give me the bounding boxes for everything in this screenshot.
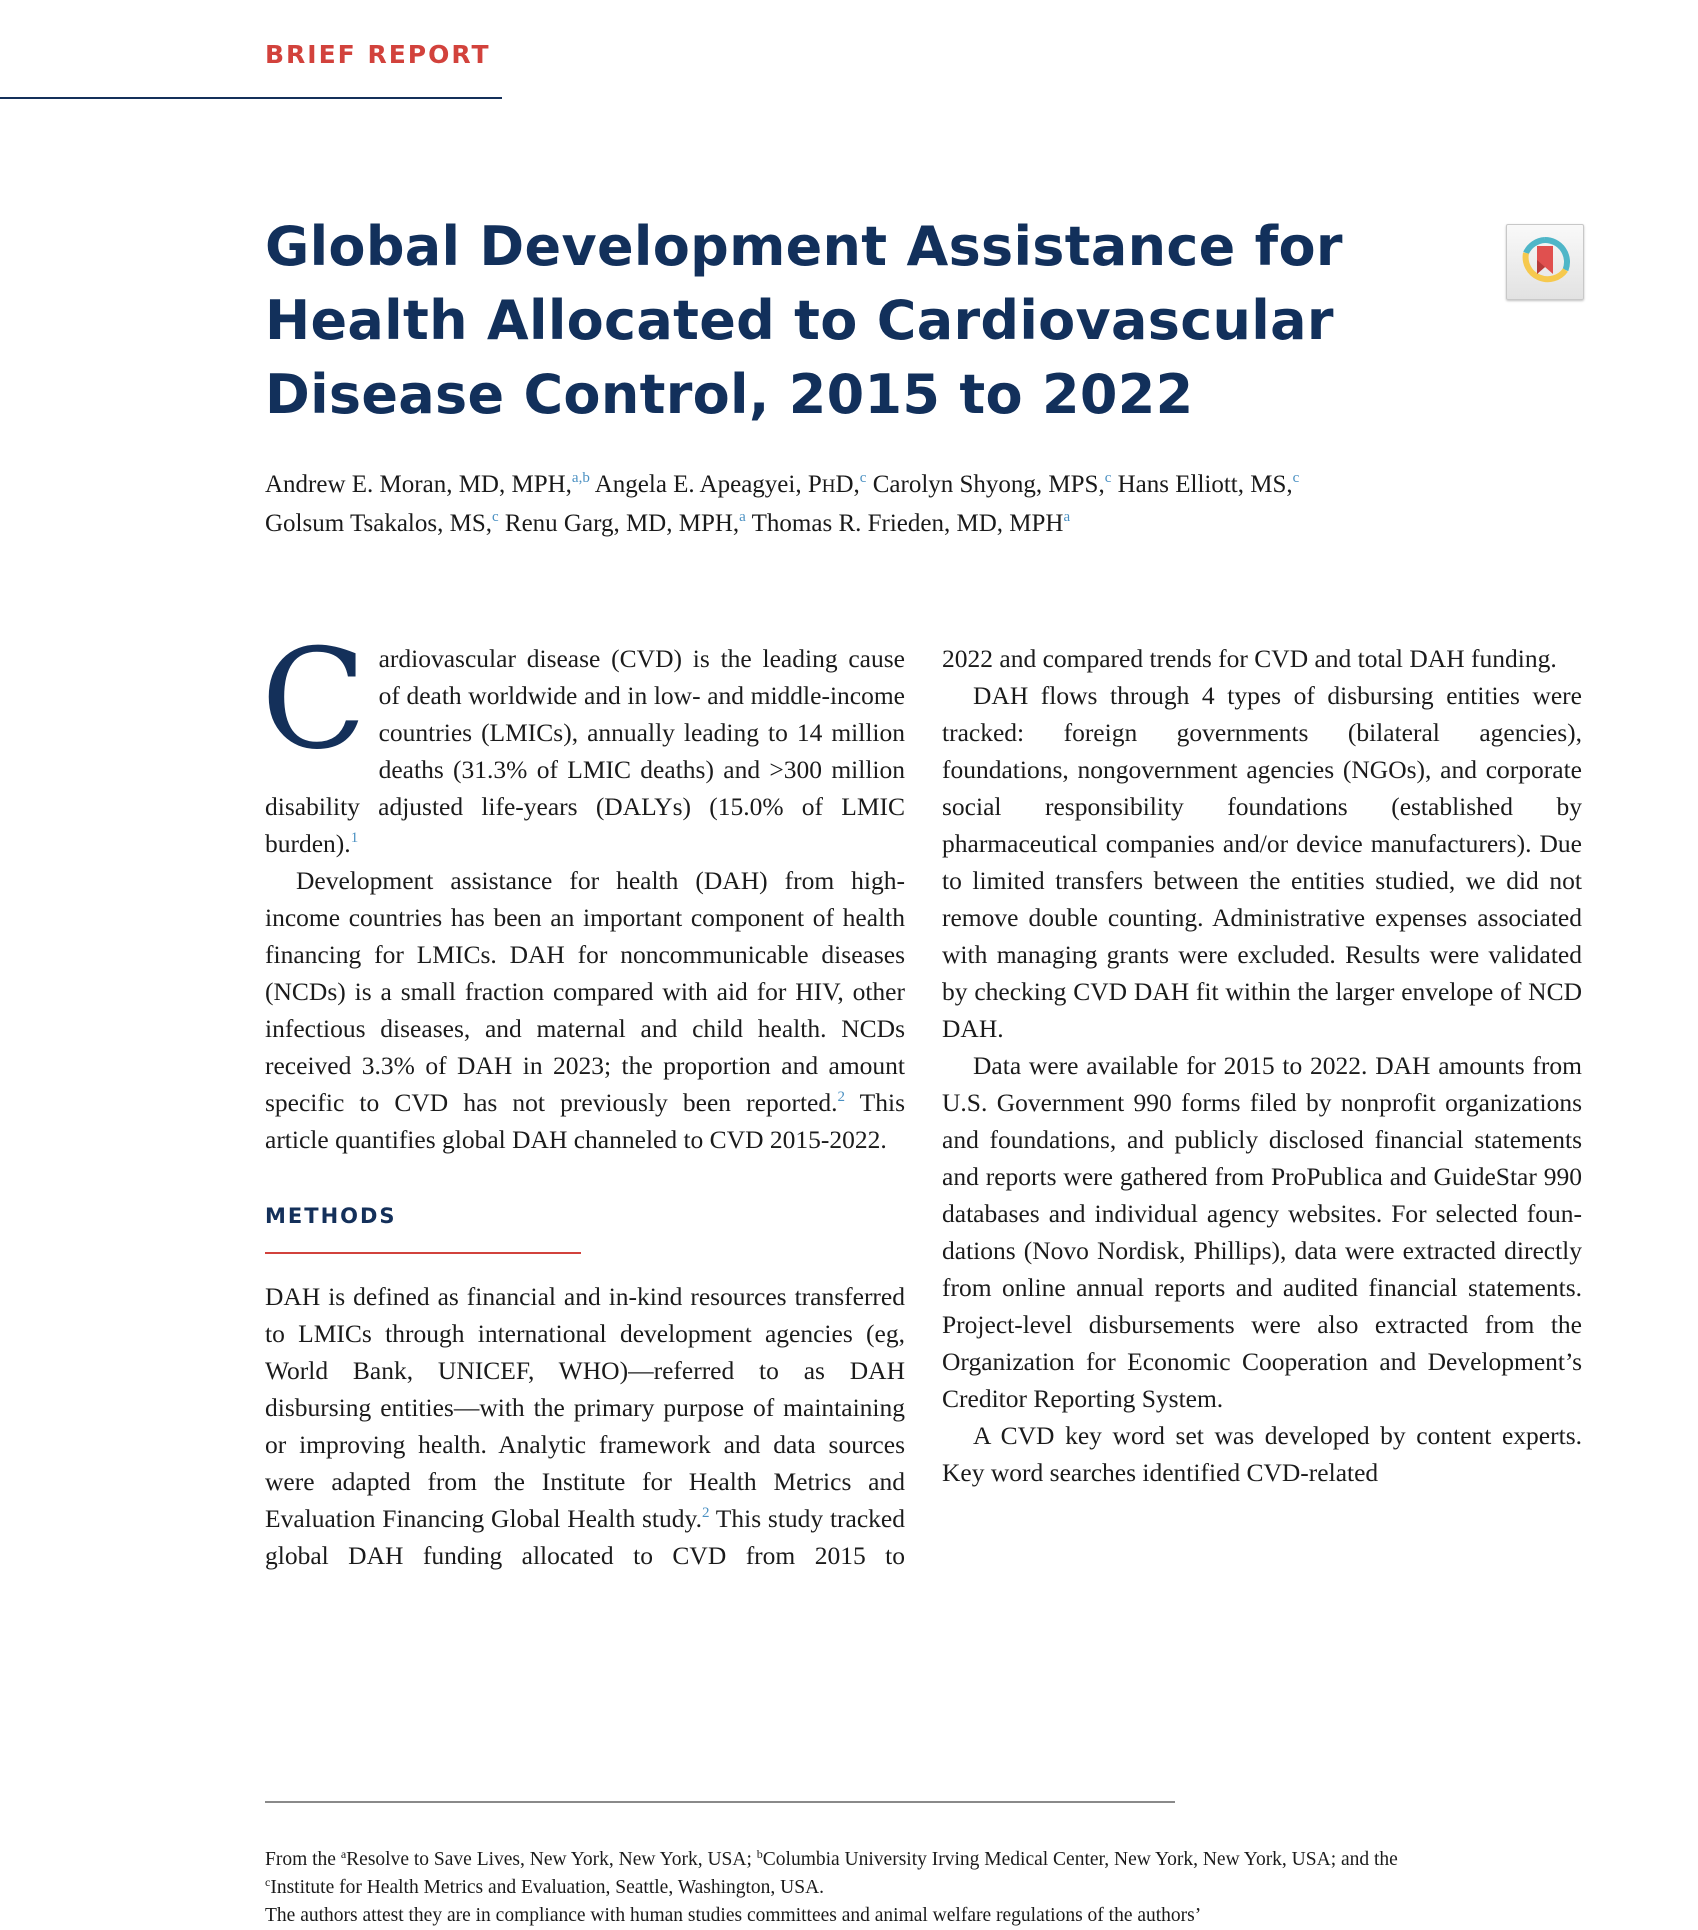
affiliations-footnote: From the $^a$Resolve to Save Lives, New York, New York, USA; $^b$Columbia University Irving Medical Center, New York, New York, USA; and the $^c$Institute for Health Metrics and Evaluation, Seattle, Washington, USA. xyxy=(265,1847,1398,1898)
affiliation-marker[interactable]: a,b xyxy=(571,470,590,486)
intro-paragraph-2: Development assistance for health (DAH) from high-income countries has been an important component of health financing for LMICs. DAH for noncommunicable diseases (NCDs) is a small fraction compared with aid for HIV, other infectious diseases, and maternal and child health. NCDs received 3.3% of DAH in 2023; the proportion and amount specific to CVD has not previously been reported.$^2$ This article quantifies global DAH channeled to CVD 2015-2022. xyxy=(265,866,905,1154)
reference-link[interactable]: 2 xyxy=(701,1505,710,1521)
author-name: Renu Garg, MD, MPH, xyxy=(504,510,740,537)
author-line xyxy=(265,505,1595,542)
intro-paragraph-1: Cardiovascular disease (CVD) is the leading cause of death worldwide and in low- and middle-income countries (LMICs), annually leading to 14 million deaths (31.3% of LMIC deaths) and >300 million disability adjusted life-years (DALYs) (15.0% of LMIC burden).$^1$ xyxy=(261,619,905,858)
body-column-right xyxy=(942,640,1582,1491)
body-column-left xyxy=(261,619,905,1574)
crossmark-bookmark-icon xyxy=(1517,234,1573,290)
methods-heading: METHODS xyxy=(265,1204,397,1228)
title-line: Global Development Assistance for xyxy=(265,215,1343,278)
drop-cap: C xyxy=(261,619,367,780)
author-line: Andrew E. Moran, MD, MPH,$^{a,b}$ Angela E. Apeagyei, PHD,$^c$ Carolyn Shyong, MPS,$^c$ Hans Elliott, MS,$^c$ xyxy=(265,470,1300,498)
crossmark-button[interactable] xyxy=(1506,224,1584,300)
author-name: Andrew E. Moran, MD, MPH, xyxy=(265,471,572,498)
affiliation-marker[interactable]: c xyxy=(491,509,499,525)
author-name: Angela E. Apeagyei, P xyxy=(594,471,822,498)
title-line: Health Allocated to Cardiovascular xyxy=(265,289,1334,352)
footnotes xyxy=(265,1846,1415,1930)
title-line: Disease Control, 2015 to 2022 xyxy=(265,363,1194,426)
header-divider xyxy=(0,97,502,99)
footnote-divider xyxy=(265,1801,1175,1803)
author-name: Carolyn Shyong, MPS, xyxy=(872,471,1105,498)
article-title xyxy=(265,210,1365,432)
affiliation-marker[interactable]: c xyxy=(859,470,867,486)
author-name: Thomas R. Frieden, MD, MPH xyxy=(751,510,1064,537)
affiliation-marker[interactable]: a xyxy=(739,509,746,525)
compliance-footnote: The authors attest they are in compliance with human studies committees and animal welfare regulations of the authors’ xyxy=(265,1905,1202,1926)
affiliation-marker[interactable]: a xyxy=(1063,509,1071,525)
affiliation-marker[interactable]: c xyxy=(1104,470,1112,486)
reference-link[interactable]: 2 xyxy=(837,1089,845,1105)
methods-paragraph-1-continued: 2022 and compared trends for CVD and total DAH funding. xyxy=(942,644,1557,673)
author-name: Golsum Tsakalos, MS, xyxy=(265,510,492,537)
author-list xyxy=(265,466,1595,542)
methods-paragraph-1: DAH is defined as financial and in-kind resources transferred to LMICs through international development agencies (eg, World Bank, UNICEF, WHO)—referred to as DAH disbursing entities—with the primary purpose of maintaining or improving health. Analytic framework and data sources were adapted from the Institute for Health Metrics and Evaluation Financing Global Health study.$^2$ This study tracked global DAH funding allocated to CVD from 2015 to xyxy=(265,1282,905,1570)
methods-paragraph-4: A CVD key word set was developed by content experts. Key word searches identified CVD-related xyxy=(942,1421,1582,1487)
section-label: BRIEF REPORT xyxy=(265,40,491,69)
reference-link[interactable]: 1 xyxy=(350,830,359,846)
methods-paragraph-3: Data were available for 2015 to 2022. DAH amounts from U.S. Government 990 forms filed by nonprofit organizations and foundations, and publicly disclosed financial statements and reports were gathered from ProPublica and GuideStar 990 databases and individual agency websites. For selected foundations (Novo Nordisk, Phillips), data were extracted directly from online annual reports and audited financial statements. Project-level disbursements were also extracted from the Organization for Economic Cooperation and Development’s Creditor Reporting System. xyxy=(942,1051,1582,1413)
author-name: Hans Elliott, MS, xyxy=(1117,471,1293,498)
affiliation-marker[interactable]: c xyxy=(1292,470,1300,486)
methods-paragraph-2: DAH flows through 4 types of disbursing entities were tracked: foreign governments (bilateral agencies), foundations, nongovernment agencies (NGOs), and corporate social responsibility foundations (established by pharmaceutical companies and/or device manufacturers). Due to limited transfers between the entities studied, we did not remove double counting. Administrative expenses associated with managing grants were excluded. Results were validated by checking CVD DAH fit within the larger envelope of NCD DAH. xyxy=(942,681,1582,1043)
methods-divider xyxy=(265,1252,581,1254)
